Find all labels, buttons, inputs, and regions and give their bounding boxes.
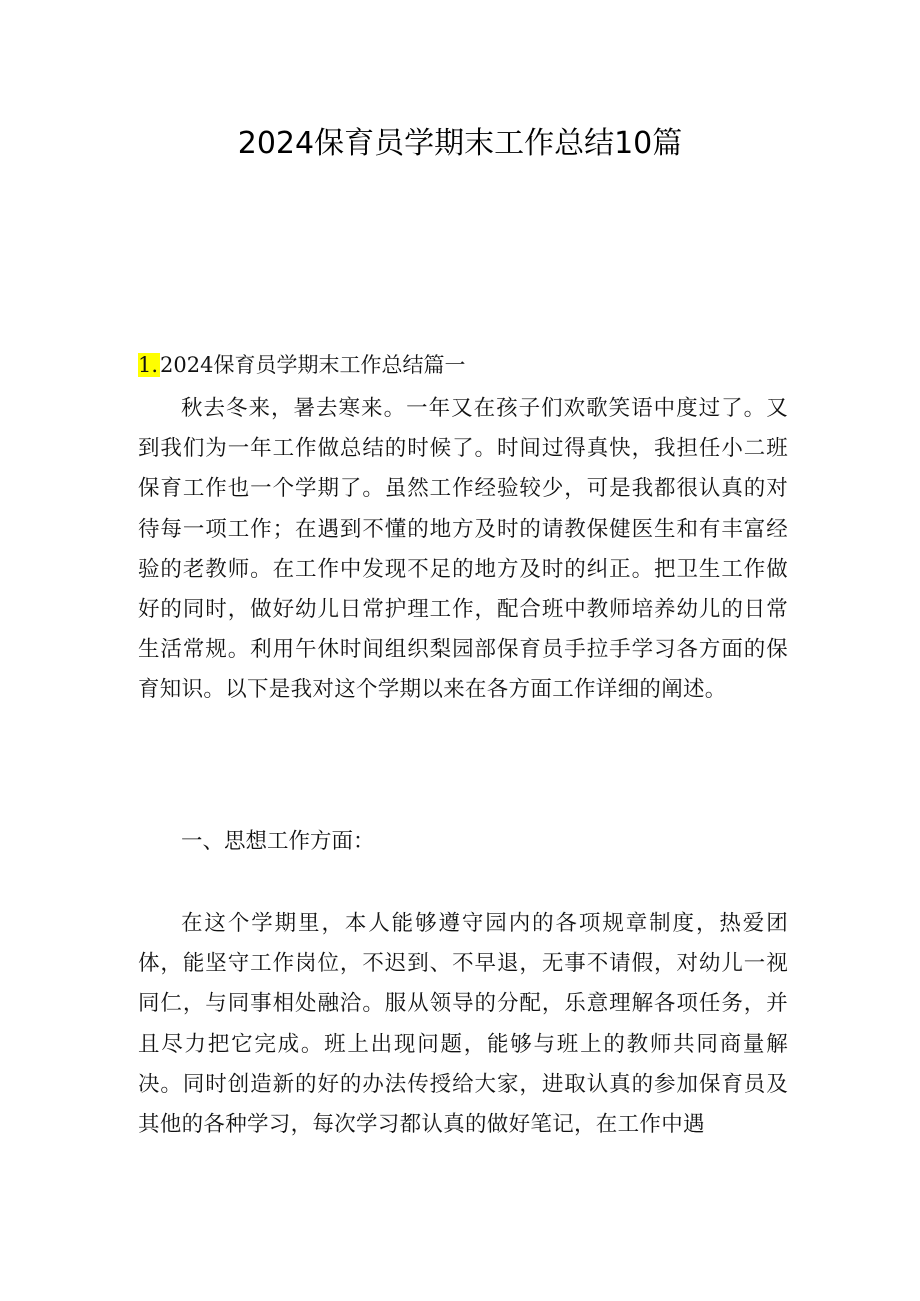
section-number-highlighted: 1. xyxy=(138,353,159,377)
section-heading xyxy=(138,348,466,382)
section-heading-text: 2024保育员学期末工作总结篇一 xyxy=(160,353,466,377)
body-paragraph-intro: 秋去冬来，暑去寒来。一年又在孩子们欢歌笑语中度过了。又到我们为一年工作做总结的时候了。时间过得真快，我担任小二班保育工作也一个学期了。虽然工作经验较少，可是我都很认真的对待每一项工作；在遇到不懂的地方及时的请教保健医生和有丰富经验的老教师。在工作中发现不足的地方及时的纠正。把卫生工作做好的同时，做好幼儿日常护理工作，配合班中教师培养幼儿的日常生活常规。利用午休时间组织梨园部保育员手拉手学习各方面的保育知识。以下是我对这个学期以来在各方面工作详细的阐述。 xyxy=(138,396,788,703)
body-paragraph-thought-work: 在这个学期里，本人能够遵守园内的各项规章制度，热爱团体，能坚守工作岗位，不迟到、不早退，无事不请假，对幼儿一视同仁，与同事相处融洽。服从领导的分配，乐意理解各项任务，并且尽力把它完成。班上出现问题，能够与班上的教师共同商量解决。同时创造新的好的办法传授给大家，进取认真的参加保育员及其他的各种学习，每次学习都认真的做好笔记，在工作中遇 xyxy=(138,911,788,1138)
document-title: 2024保育员学期末工作总结10篇 xyxy=(237,126,683,161)
subheading-thought-work: 一、思想工作方面： xyxy=(181,829,375,854)
